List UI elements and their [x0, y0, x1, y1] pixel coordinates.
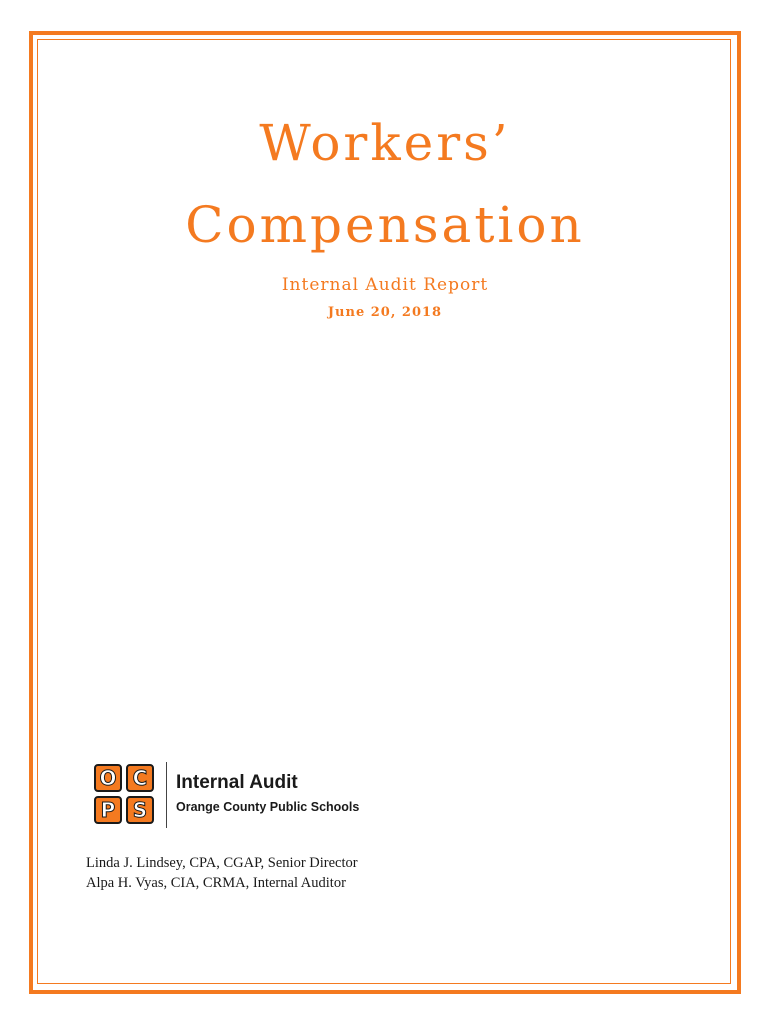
logo-tile-o: O — [94, 764, 122, 792]
logo-tile-s: S — [126, 796, 154, 824]
logo-tile-c: C — [126, 764, 154, 792]
inner-border-frame — [37, 39, 731, 984]
title-line-2: Compensation — [185, 196, 585, 254]
logo-divider — [166, 762, 167, 828]
author-line: Alpa H. Vyas, CIA, CRMA, Internal Auditor — [86, 875, 346, 891]
report-type-label: Internal Audit Report — [281, 275, 489, 295]
ocps-internal-audit-logo — [94, 762, 364, 832]
title-line-1: Workers’ — [259, 114, 511, 172]
author-list — [86, 853, 358, 893]
logo-tile-p: P — [94, 796, 122, 824]
logo-department-name: Internal Audit — [176, 772, 298, 793]
author-line: Linda J. Lindsey, CPA, CGAP, Senior Director — [86, 855, 358, 871]
logo-organization-name: Orange County Public Schools — [176, 800, 360, 814]
report-date: June 20, 2018 — [327, 305, 443, 320]
ocps-logo-icon — [94, 764, 156, 826]
